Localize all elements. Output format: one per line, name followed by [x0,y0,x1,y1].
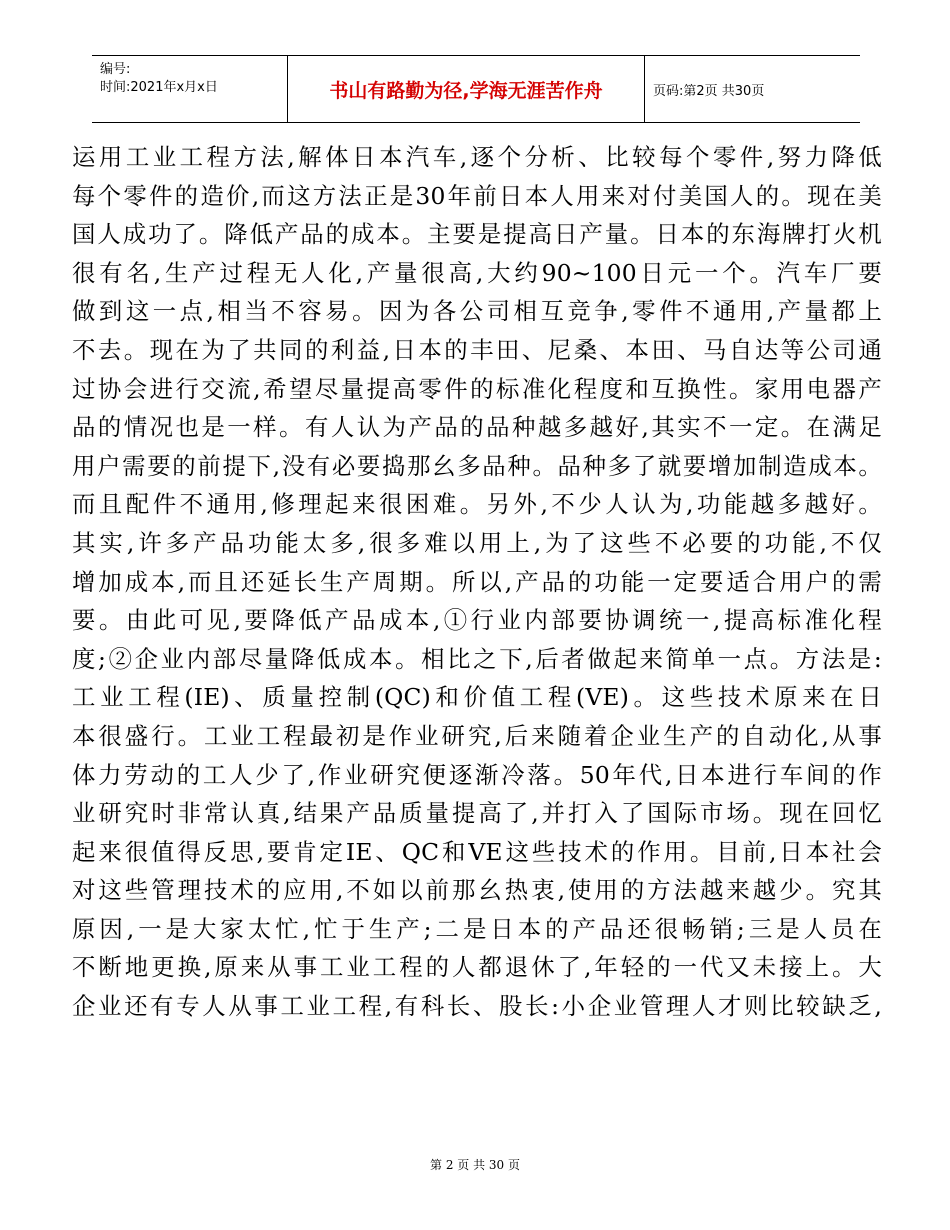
text-line: 对这些管理技术的应用,不如以前那幺热衷,使用的方法越来越少。究其 [72,876,882,905]
page-footer: 第 2 页 共 30 页 [430,1158,520,1172]
body-text [72,138,882,1026]
text-line: 原因,一是大家太忙,忙于生产;二是日本的产品还很畅销;三是人员在 [72,914,882,943]
text-line: 度;②企业内部尽量降低成本。相比之下,后者做起来简单一点。方法是: [72,644,882,673]
header-motto: 书山有路勤为径,学海无涯苦作舟 [288,56,645,122]
text-line: 其实,许多产品功能太多,很多难以用上,为了这些不必要的功能,不仅 [72,528,882,557]
text-line: 品的情况也是一样。有人认为产品的品种越多越好,其实不一定。在满足 [72,413,882,442]
text-line: 国人成功了。降低产品的成本。主要是提高日产量。日本的东海牌打火机 [72,220,882,249]
text-line: 不断地更换,原来从事工业工程的人都退休了,年轻的一代又未接上。大 [72,953,882,982]
text-line: 很有名,生产过程无人化,产量很高,大约90~100日元一个。汽车厂要 [72,258,882,287]
time-label: 时间:2021年x月x日 [100,80,218,95]
header-meta [92,56,288,122]
text-line: 体力劳动的工人少了,作业研究便逐渐冷落。50年代,日本进行车间的作 [72,760,882,789]
text-line: 而且配件不通用,修理起来很困难。另外,不少人认为,功能越多越好。 [72,490,882,519]
text-line: 增加成本,而且还延长生产周期。所以,产品的功能一定要适合用户的需 [72,567,882,596]
page-header [92,55,860,123]
code-label: 编号: [100,62,131,77]
text-line: 不去。现在为了共同的利益,日本的丰田、尼桑、本田、马自达等公司通 [72,335,882,364]
text-line: 用户需要的前提下,没有必要捣那幺多品种。品种多了就要增加制造成本。 [72,451,882,480]
header-page-info: 页码:第2页 共30页 [653,83,765,99]
text-line: 做到这一点,相当不容易。因为各公司相互竞争,零件不通用,产量都上 [72,297,882,326]
text-line: 起来很值得反思,要肯定IE、QC和VE这些技术的作用。目前,日本社会 [72,837,882,866]
text-line: 本很盛行。工业工程最初是作业研究,后来随着企业生产的自动化,从事 [72,721,882,750]
text-line: 每个零件的造价,而这方法正是30年前日本人用来对付美国人的。现在美 [72,181,882,210]
text-line: 企业还有专人从事工业工程,有科长、股长:小企业管理人才则比较缺乏, [72,992,882,1021]
text-line: 业研究时非常认真,结果产品质量提高了,并打入了国际市场。现在回忆 [72,799,882,828]
text-line: 运用工业工程方法,解体日本汽车,逐个分析、比较每个零件,努力降低 [72,143,882,171]
text-line: 工业工程(IE)、质量控制(QC)和价值工程(VE)。这些技术原来在日 [72,683,882,712]
text-line: 要。由此可见,要降低产品成本,①行业内部要协调统一,提高标准化程 [72,606,882,635]
text-line: 过协会进行交流,希望尽量提高零件的标准化程度和互换性。家用电器产 [72,374,882,403]
